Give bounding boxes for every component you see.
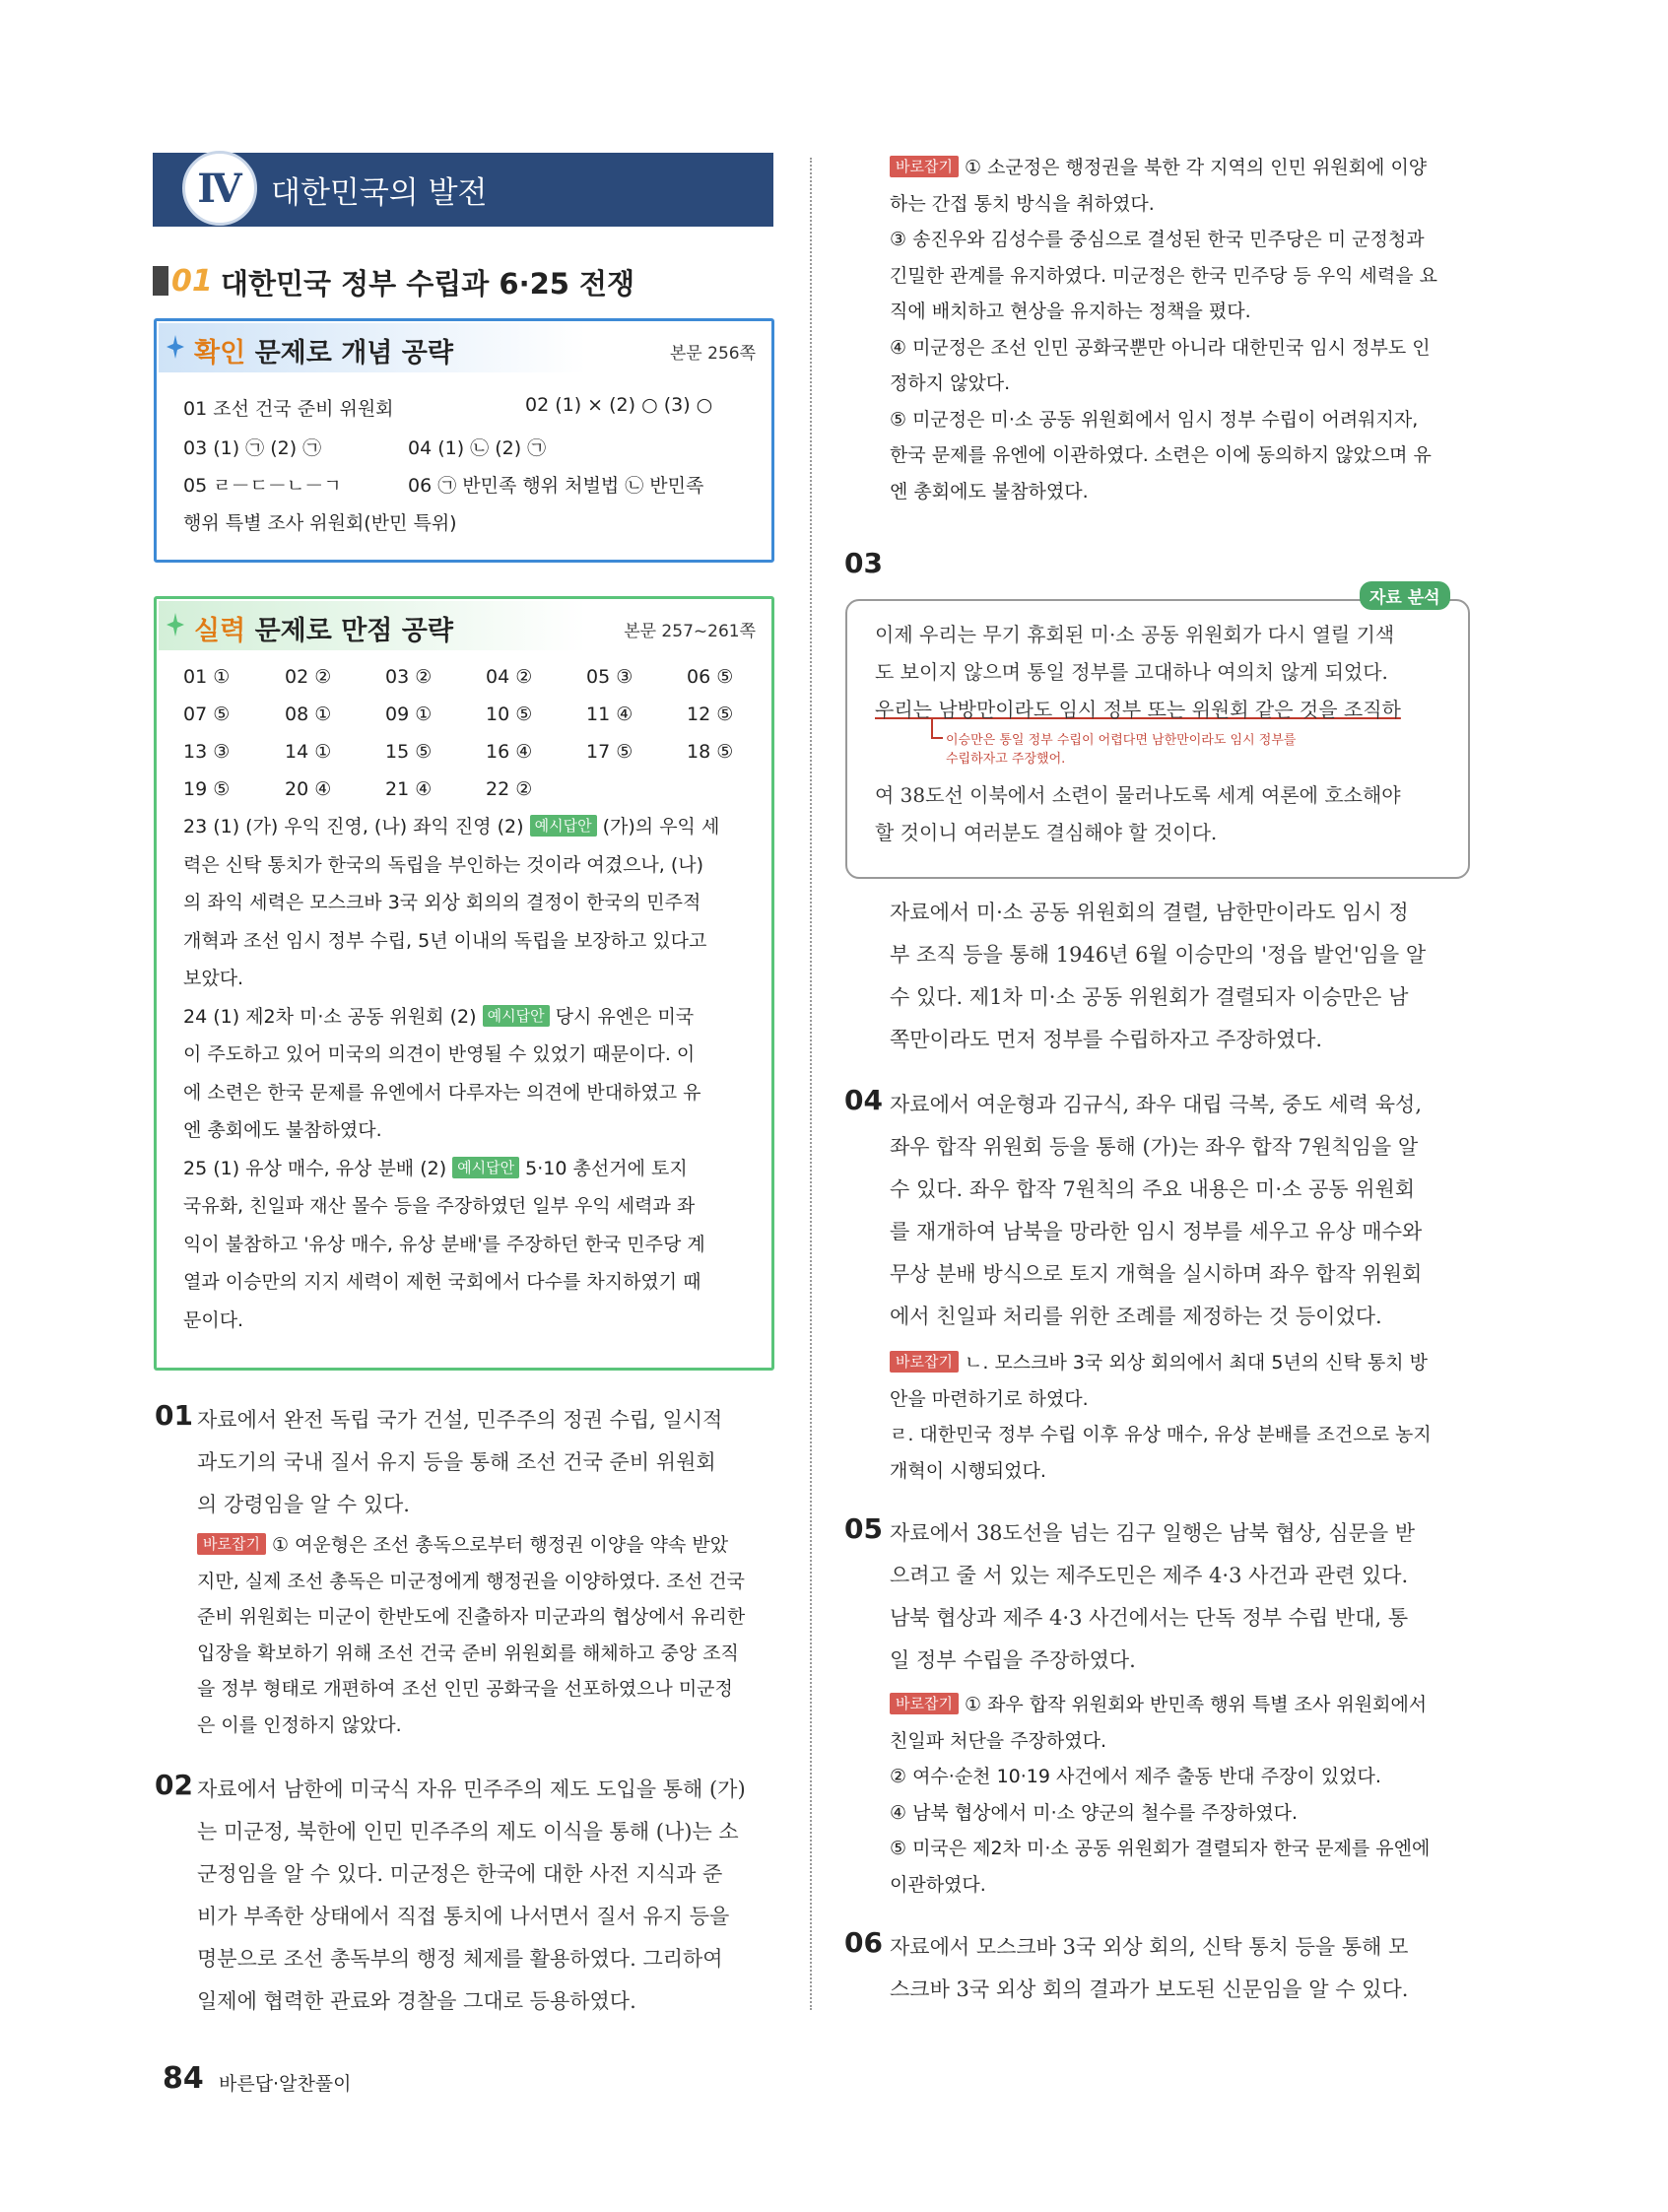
answer-line: 01 조선 건국 준비 위원회 (183, 398, 394, 420)
explanation-01: 자료에서 완전 독립 국가 건설, 민주주의 정권 수립, 일시적 과도기의 국내 질서 유지 등을 통해 조선 건국 준비 위원회 의 강령임을 알 수 있다. (197, 1408, 723, 1516)
column-divider (810, 158, 812, 2010)
question-number: 04 (844, 1084, 883, 1116)
correction-tag: 바로잡기 (890, 1351, 959, 1373)
box-header (159, 601, 769, 650)
answer-item: 03 ② (385, 666, 433, 688)
sparkle-icon (165, 333, 186, 361)
unit-numeral: Ⅳ (182, 151, 257, 226)
answer-item: 16 ④ (486, 741, 533, 763)
answer-line: 06 ㉠ 반민족 행위 처벌법 ㉡ 반민족 (408, 475, 704, 497)
section-number: 01 (171, 264, 213, 299)
explanation-04: 자료에서 여운형과 김규식, 좌우 대립 극복, 중도 세력 육성, 좌우 합작 위원회 등을 통해 (가)는 좌우 합작 7원칙임을 알 수 있다. 좌우 합작 7원칙의 주요 내용은 미·소 공동 위원회 를 재개하여 남북을 망라한 임시 정부를 세우고 유상 매수와 무상 분배 방식으로 토지 개혁을 실시하며 좌우 합작 위원회 에서 친일파 처리를 위한 조례를 제정하는 것 등이었다. (890, 1093, 1423, 1328)
source-text: 이제 우리는 무기 휴회된 미·소 공동 위원회가 다시 열릴 기색 도 보이지 않으며 통일 정부를 고대하나 여의치 않게 되었다. 우리는 남방만이라도 임시 정부 또는 위원회 같은 것을 조직하 (875, 623, 1401, 721)
answer-item: 12 ⑤ (687, 704, 734, 725)
answer-paragraph-23: 23 (1) (가) 우익 진영, (나) 좌익 진영 (2) 예시답안 (가)의 우익 세 력은 신탁 통치가 한국의 독립을 부인하는 것이라 여겼으나, (나) 의 좌익 세력은 모스크바 3국 외상 회의의 결정이 한국의 민주적 개혁과 조선 임시 정부 수립, 5년 이내의 독립을 보장하고 있다고 보았다. 24 (1) 제2차 미·소 공동 위원회 (2) 예시답안 당시 유엔은 미국 이 주도하고 있어 미국의 의견이 반영될 수 있었기 때문이다. 이 에 소련은 한국 문제를 유엔에서 다루자는 의견에 반대하였고 유 엔 총회에도 불참하였다. 25 (1) 유상 매수, 유상 분배 (2) 예시답안 5·10 총선거에 토지 국유화, 친일파 재산 몰수 등을 주장하였던 일부 우익 세력과 좌 익이 불참하고 '유상 매수, 유상 분배'를 주장하던 한국 민주당 계 열과 이승만의 지지 세력이 제헌 국회에서 다수를 차지하였기 때 문이다. (183, 816, 720, 1331)
answer-item: 10 ⑤ (486, 704, 533, 725)
question-number: 01 (155, 1399, 193, 1432)
answer-item: 15 ⑤ (385, 741, 433, 763)
source-annotation: 이승만은 통일 정부 수립이 어렵다면 남한만이라도 임시 정부를 수립하자고 주장했어. (946, 733, 1297, 767)
correction-02: 바로잡기 ① 소군정은 행정권을 북한 각 지역의 인민 위원회에 이양 하는 간접 통치 방식을 취하였다. ③ 송진우와 김성수를 중심으로 결성된 한국 민주당은 미 군정청과 긴밀한 관계를 유지하였다. 미군정은 한국 민주당 등 우익 세력을 요 직에 배치하고 현상을 유지하는 정책을 폈다. ④ 미군정은 조선 인민 공화국뿐만 아니라 대한민국 임시 정부도 인 정하지 않았다. ⑤ 미군정은 미·소 공동 위원회에서 임시 정부 수립이 어려워지자, 한국 문제를 유엔에 이관하였다. 소련은 이에 동의하지 않았으며 유 엔 총회에도 불참하였다. (890, 157, 1437, 503)
question-number: 02 (155, 1769, 193, 1801)
answer-item: 04 ② (486, 666, 533, 688)
answer-item: 06 ⑤ (687, 666, 734, 688)
example-answer-tag: 예시답안 (530, 815, 597, 837)
answer-item: 13 ③ (183, 741, 231, 763)
explanation-05: 자료에서 38도선을 넘는 김구 일행은 남북 협상, 심문을 받 으려고 줄 서 있는 제주도민은 제주 4·3 사건과 관련 있다. 남북 협상과 제주 4·3 사건에서는 단독 정부 수립 반대, 통 일 정부 수립을 주장하였다. (890, 1521, 1416, 1672)
box-title: 확인 문제로 개념 공략 (194, 338, 453, 369)
answer-item: 01 ① (183, 666, 231, 688)
answer-item: 20 ④ (285, 778, 332, 800)
section-marker (153, 266, 168, 296)
page-reference: 본문 256쪽 (669, 344, 756, 364)
answer-line: 행위 특별 조사 위원회(반민 특위) (183, 512, 457, 534)
page-number: 84 (163, 2061, 204, 2096)
correction-05: 바로잡기 ① 좌우 합작 위원회와 반민족 행위 특별 조사 위원회에서 친일파 처단을 주장하였다. ② 여수·순천 10·19 사건에서 제주 출동 반대 주장이 있었다. ④ 남북 협상에서 미·소 양군의 철수를 주장하였다. ⑤ 미국은 제2차 미·소 공동 위원회가 결렬되자 한국 문제를 유엔에 이관하였다. (890, 1694, 1431, 1896)
correction-04: 바로잡기 ㄴ. 모스크바 3국 외상 회의에서 최대 5년의 신탁 통치 방 안을 마련하기로 하였다. ㄹ. 대한민국 정부 수립 이후 유상 매수, 유상 분배를 조건으로 농지 개혁이 시행되었다. (890, 1352, 1432, 1482)
answer-item: 18 ⑤ (687, 741, 734, 763)
footer-label: 바른답·알찬풀이 (219, 2073, 352, 2095)
explanation-06: 자료에서 모스크바 3국 외상 회의, 신탁 통치 등을 통해 모 스크바 3국 외상 회의 결과가 보도된 신문임을 알 수 있다. (890, 1935, 1409, 2001)
correction-01: 바로잡기 ① 여운형은 조선 총독으로부터 행정권 이양을 약속 받았 지만, 실제 조선 총독은 미군정에게 행정권을 이양하였다. 조선 건국 준비 위원회는 미군이 한반도에 진출하자 미군과의 협상에서 유리한 입장을 확보하기 위해 조선 건국 준비 위원회를 해체하고 중앙 조직 을 정부 형태로 개편하여 조선 인민 공화국을 선포하였으나 미군정 은 이를 인정하지 않았다. (197, 1534, 746, 1736)
question-number: 03 (844, 547, 883, 579)
correction-tag: 바로잡기 (890, 156, 959, 177)
correction-tag: 바로잡기 (890, 1693, 959, 1714)
page-reference: 본문 257~261쪽 (624, 622, 756, 641)
answer-item: 07 ⑤ (183, 704, 231, 725)
answer-item: 11 ④ (586, 704, 634, 725)
box-header (159, 323, 769, 372)
answer-line: 05 ㄹ－ㄷ－ㄴ－ㄱ (183, 475, 342, 497)
question-number: 05 (844, 1512, 883, 1545)
answer-item: 08 ① (285, 704, 332, 725)
unit-title: 대한민국의 발전 (271, 175, 488, 211)
sparkle-icon (165, 611, 186, 638)
answer-line: 02 (1) × (2) ○ (3) ○ (525, 394, 713, 416)
answer-item: 19 ⑤ (183, 778, 231, 800)
example-answer-tag: 예시답안 (483, 1005, 550, 1027)
box-title: 실력 문제로 만점 공략 (194, 616, 453, 646)
answer-item: 09 ① (385, 704, 433, 725)
answer-line: 04 (1) ㉡ (2) ㉠ (408, 437, 547, 459)
answer-item: 17 ⑤ (586, 741, 634, 763)
answer-line: 03 (1) ㉠ (2) ㉠ (183, 437, 322, 459)
answer-item: 02 ② (285, 666, 332, 688)
source-analysis-badge: 자료 분석 (1360, 581, 1450, 610)
question-number: 06 (844, 1926, 883, 1959)
explanation-03: 자료에서 미·소 공동 위원회의 결렬, 남한만이라도 임시 정 부 조직 등을 통해 1946년 6월 이승만의 '정읍 발언'임을 알 수 있다. 제1차 미·소 공동 위원회가 결렬되자 이승만은 남 쪽만이라도 먼저 정부를 수립하자고 주장하였다. (890, 901, 1427, 1051)
answer-item: 22 ② (486, 778, 533, 800)
answer-item: 21 ④ (385, 778, 433, 800)
section-title: 대한민국 정부 수립과 6·25 전쟁 (221, 267, 635, 301)
example-answer-tag: 예시답안 (452, 1157, 519, 1178)
explanation-02: 자료에서 남한에 미국식 자유 민주주의 제도 도입을 통해 (가) 는 미군정, 북한에 인민 민주주의 제도 이식을 통해 (나)는 소 군정임을 알 수 있다. 미군정은 한국에 대한 사전 지식과 준 비가 부족한 상태에서 직접 통치에 나서면서 질서 유지 등을 명분으로 조선 총독부의 행정 체제를 활용하였다. 그리하여 일제에 협력한 관료와 경찰을 그대로 등용하였다. (197, 1777, 746, 2013)
annotation-pointer (931, 717, 943, 739)
source-text-cont: 여 38도선 이북에서 소련이 물러나도록 세계 여론에 호소해야 할 것이니 여러분도 결심해야 할 것이다. (875, 783, 1401, 844)
correction-tag: 바로잡기 (197, 1533, 266, 1555)
answer-item: 14 ① (285, 741, 332, 763)
answer-item: 05 ③ (586, 666, 634, 688)
